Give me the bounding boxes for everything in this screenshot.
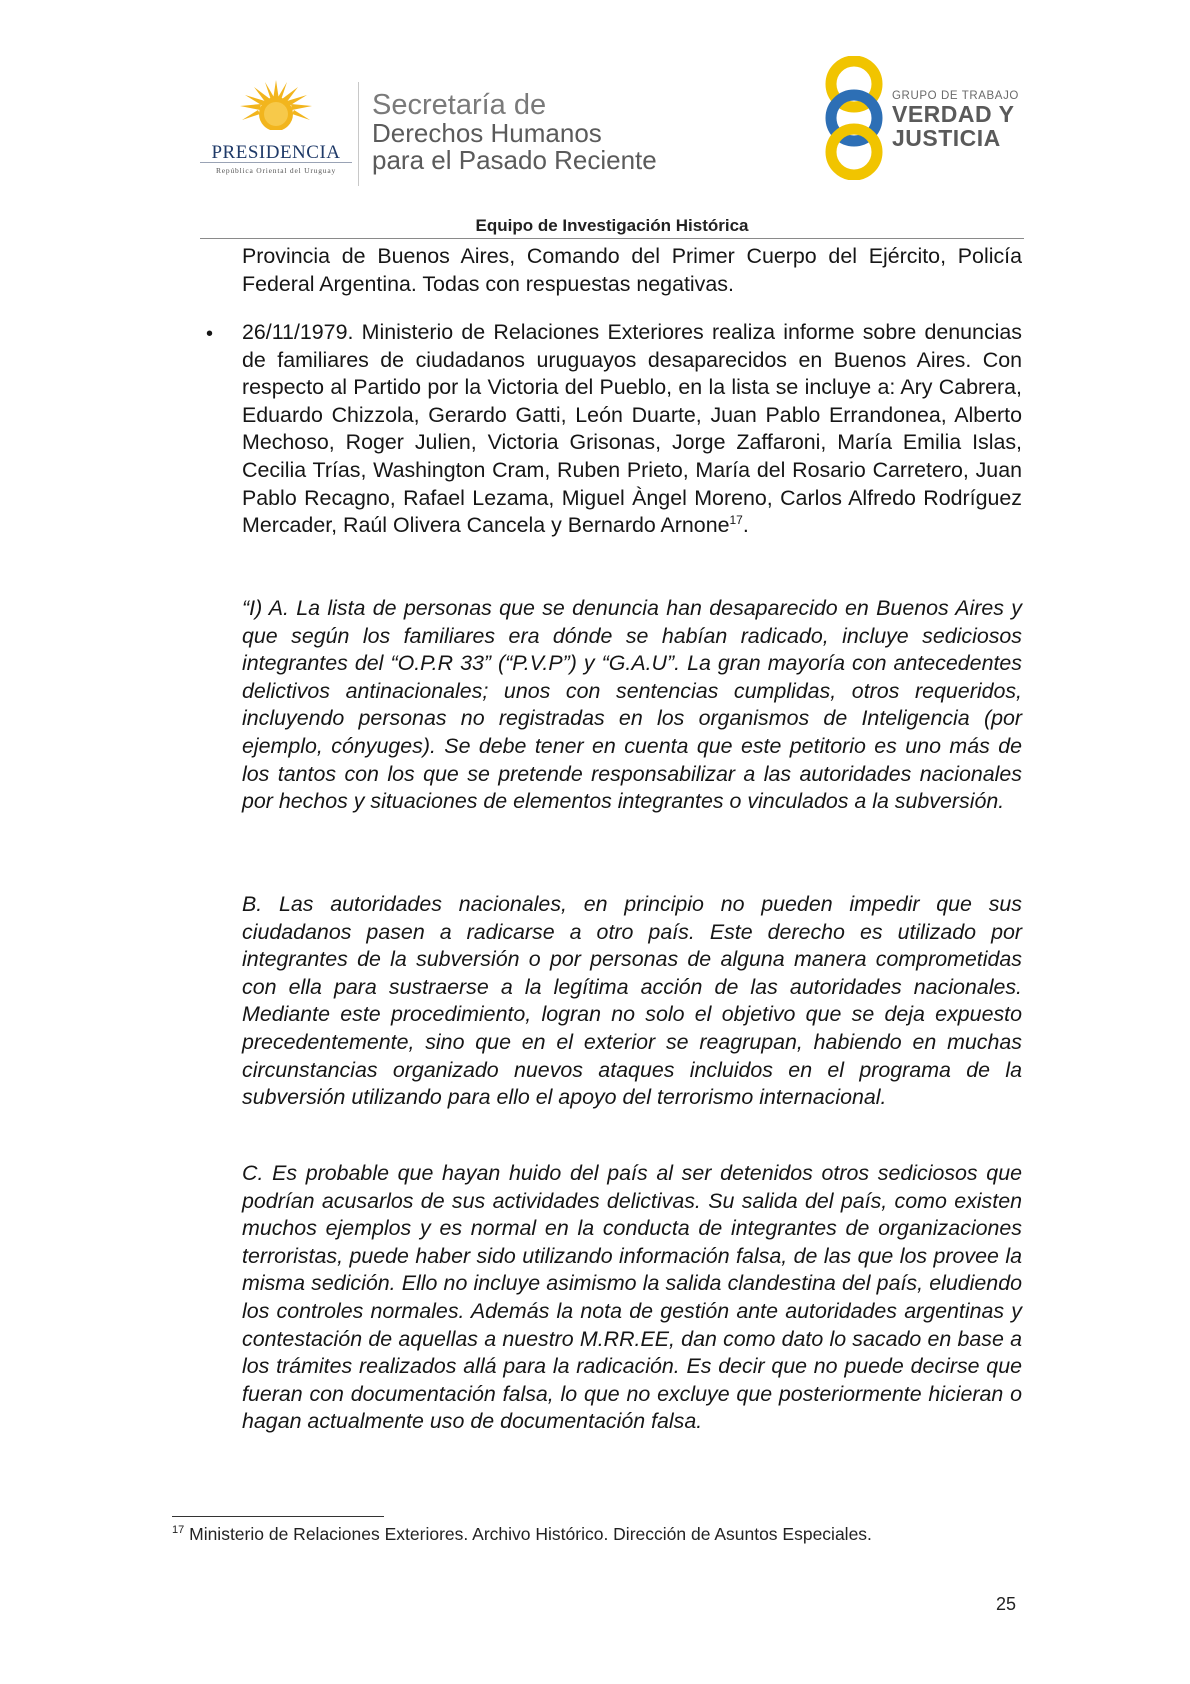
footnote-text: Ministerio de Relaciones Exteriores. Archivo Histórico. Dirección de Asuntos Especiales. <box>184 1524 872 1544</box>
page-number: 25 <box>996 1594 1017 1614</box>
header-rule <box>200 238 1024 239</box>
footnote-number: 17 <box>172 1524 185 1537</box>
list-item-text: 26/11/1979. Ministerio de Relaciones Exteriores realiza informe sobre denuncias de familiares de ciudadanos uruguayos desaparecidos en Buenos Aires. Con respecto al Partido por la Victoria del Pueblo, en la lista se incluye a: Ary Cabrera, Eduardo Chizzola, Gerardo Gatti, León Duarte, Juan Pablo Errandonea, Alberto Mechoso, Roger Julien, Victoria Grisonas, Jorge Zaffaroni, María Emilia Islas, Cecilia Trías, Washington Cram, Ruben Prieto, María del Rosario Carretero, Juan Pablo Recagno, Rafael Lezama, Miguel Àngel Moreno, Carlos Alfredo Rodríguez Mercader, Raúl Olivera Cancela y Bernardo Arnone <box>242 320 1022 538</box>
logo-divider <box>358 82 359 186</box>
list-item-end: . <box>742 513 749 538</box>
footnote <box>172 1524 1032 1545</box>
quote-section-a: “I) A. La lista de personas que se denuncia han desaparecido en Buenos Aires y que según los familiares era dónde se habían radicado, incluye sediciosos integrantes del “O.P.R 33” (“P.V.P”) y “G.A.U”. La gran mayoría con antecedentes delictivos antinacionales; unos con sentencias cumplidas, otros requeridos, incluyendo personas no registradas en los organismos de Inteligencia (por ejemplo, cónyuges). Se debe tener en cuenta que este petitorio es uno más de los tantos con los que se pretende responsabilizar a las autoridades nacionales por hechos y situaciones de elementos integrantes o vinculados a la subversión. <box>242 596 1022 814</box>
secretaria-line-3: para el Pasado Reciente <box>372 145 657 175</box>
list-item <box>242 319 1022 540</box>
page-header <box>0 0 1190 235</box>
secretaria-line-2: Derechos Humanos <box>372 118 602 148</box>
sun-emblem-icon <box>236 78 316 140</box>
list-bullet: • <box>206 323 214 345</box>
presidencia-subtitle: República Oriental del Uruguay <box>215 166 336 175</box>
secretaria-logo-text <box>372 90 657 174</box>
quote-section-c: C. Es probable que hayan huido del país al ser detenidos otros sediciosos que podrían acusarlos de sus actividades delictivas. Su salida del país, como existen muchos ejemplos y es normal en la conducta de integrantes de organizaciones terroristas, puede haber sido utilizando información falsa, de las que los provee la misma sedición. Ello no incluye asimismo la salida clandestina del país, eludiendo los controles normales. Además la nota de gestión ante autoridades argentinas y contestación de aquellas a nuestro M.RR.EE, dan como dato lo sacado en base a los trámites realizados allá para la radicación. Es decir que no puede decirse que fueran con documentación falsa, lo que no excluye que posteriormente hicieran o hagan actualmente uso de documentación falsa. <box>242 1161 1022 1434</box>
grupo-trabajo-logo <box>818 56 1028 180</box>
quote-section-b: B. Las autoridades nacionales, en principio no pueden impedir que sus ciudadanos pasen a radicarse a otro país. Este derecho es utilizado por integrantes de la subversión o por personas de alguna manera comprometidas con ella para sustraerse a la legítima acción de las autoridades nacionales. Mediante este procedimiento, logran no solo el objetivo que se deja expuesto precedentemente, sino que en el exterior se reagrupan, habiendo en muchas circunstancias organizado nuevos ataques incluidos en el programa de la subversión utilizando para ello el apoyo del terrorismo internacional. <box>242 892 1022 1110</box>
verdad-y-label: VERDAD Y <box>892 101 1015 127</box>
running-head: Equipo de Investigación Histórica <box>475 216 749 235</box>
footnote-reference: 17 <box>729 513 743 528</box>
paragraph-continuation: Provincia de Buenos Aires, Comando del Primer Cuerpo del Ejército, Policía Federal Argentina. Todas con respuestas negativas. <box>242 244 1022 296</box>
chain-rings-icon <box>818 56 890 180</box>
presidencia-title: PRESIDENCIA <box>211 142 341 163</box>
grupo-trabajo-text <box>892 90 1019 150</box>
justicia-label: JUSTICIA <box>892 125 1001 151</box>
footnote-rule <box>172 1516 384 1517</box>
grupo-trabajo-small: GRUPO DE TRABAJO <box>892 90 1019 102</box>
presidencia-logo <box>196 78 356 188</box>
secretaria-line-1: Secretaría de <box>372 89 547 121</box>
